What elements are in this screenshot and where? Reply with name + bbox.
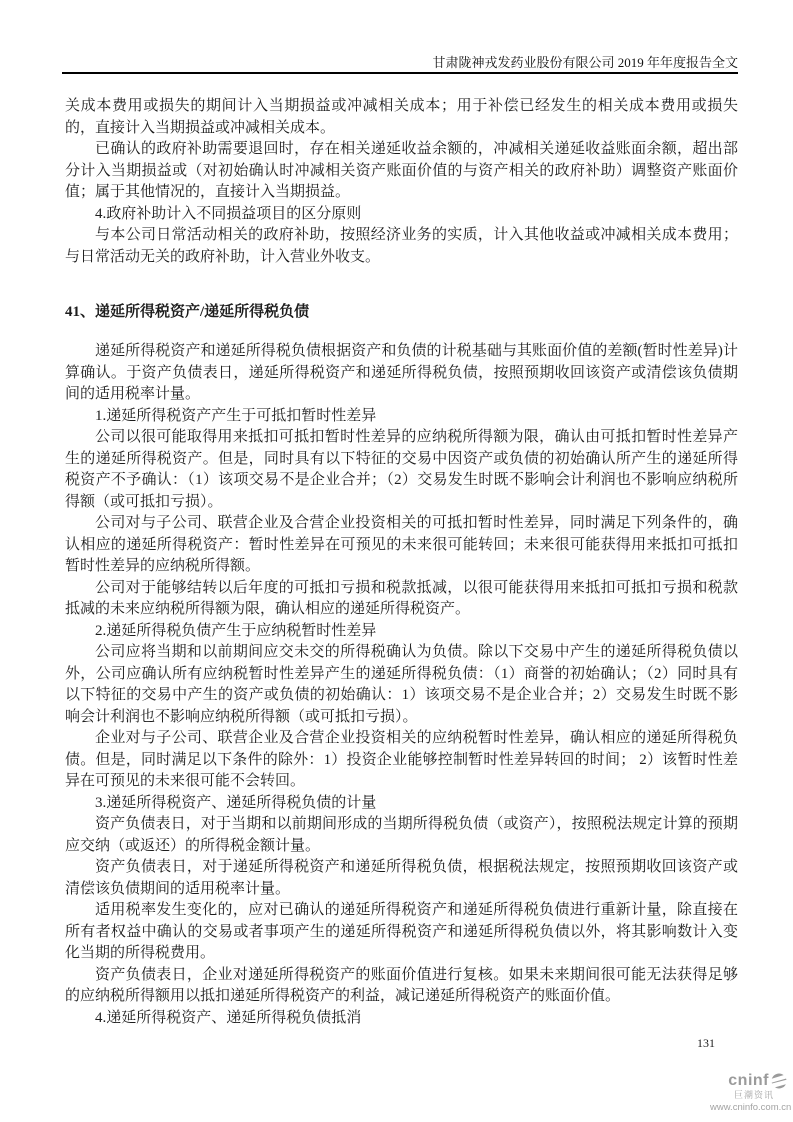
cninfo-url: www.cninfo.com.cn xyxy=(710,1102,792,1113)
body-subitem-heading: 2.递延所得税负债产生于应纳税暂时性差异 xyxy=(95,622,377,639)
body-paragraph: 公司以很可能取得用来抵扣可抵扣暂时性差异的应纳税所得额为限，确认由可抵扣暂时性差异产生的递延所得税资产。但是，同时具有以下特征的交易中因资产或负债的初始确认所产生的递延所得税资产不予确认：（1）该项交易不是企业合并；（2）交易发生时既不影响会计利润也不影响应纳税所得额（或可抵扣亏损）。 xyxy=(65,429,738,510)
body-paragraph: 已确认的政府补助需要退回时，存在相关递延收益余额的，冲减相关递延收益账面余额，超出部分计入当期损益或（对初始确认时冲减相关资产账面价值的与资产相关的政府补助）调整资产账面价值；属于其他情况的，直接计入当期损益。 xyxy=(65,141,738,200)
body-subitem-heading: 1.递延所得税资产产生于可抵扣暂时性差异 xyxy=(95,407,377,424)
body-paragraph: 公司应将当期和以前期间应交未交的所得税确认为负债。除以下交易中产生的递延所得税负债以外，公司应确认所有应纳税暂时性差异产生的递延所得税负债：（1）商誉的初始确认；（2）同时具有以下特征的交易中产生的资产或负债的初始确认：1）该项交易不是企业合并；2）交易发生时既不影响会计利润也不影响应纳税所得额（或可抵扣亏损）。 xyxy=(65,644,738,725)
cninfo-logo xyxy=(710,1072,790,1113)
cninfo-wordmark: cninf xyxy=(728,1072,769,1089)
section-heading-41: 41、递延所得税资产/递延所得税负债 xyxy=(65,304,310,320)
body-paragraph: 与本公司日常活动相关的政府补助，按照经济业务的实质，计入其他收益或冲减相关成本费用；与日常活动无关的政府补助，计入营业外收支。 xyxy=(65,227,738,265)
body-subitem-heading: 4.政府补助计入不同损益项目的区分原则 xyxy=(95,205,362,222)
body-paragraph: 公司对于能够结转以后年度的可抵扣亏损和税款抵减，以很可能获得用来抵扣可抵扣亏损和税款抵减的未来应纳税所得额为限，确认相应的递延所得税资产。 xyxy=(65,579,738,617)
header-rule xyxy=(62,72,738,74)
cninfo-caption: 巨潮资讯 xyxy=(733,1090,774,1100)
body-paragraph: 适用税率发生变化的，应对已确认的递延所得税资产和递延所得税负债进行重新计量，除直接在所有者权益中确认的交易或者事项产生的递延所得税资产和递延所得税负债以外，将其影响数计入变化当期的所得税费用。 xyxy=(65,902,738,961)
body-subitem-heading: 4.递延所得税资产、递延所得税负债抵消 xyxy=(95,1009,362,1026)
body-paragraph: 关成本费用或损失的期间计入当期损益或冲减相关成本；用于补偿已经发生的相关成本费用或损失的，直接计入当期损益或冲减相关成本。 xyxy=(65,98,738,136)
body-paragraph: 公司对与子公司、联营企业及合营企业投资相关的可抵扣暂时性差异，同时满足下列条件的，确认相应的递延所得税资产：暂时性差异在可预见的未来很可能转回；未来很可能获得用来抵扣可抵扣暂时性差异的应纳税所得额。 xyxy=(65,515,738,574)
body-paragraph: 资产负债表日，对于递延所得税资产和递延所得税负债，根据税法规定，按照预期收回该资产或清偿该负债期间的适用税率计量。 xyxy=(65,859,738,897)
body-paragraph: 递延所得税资产和递延所得税负债根据资产和负债的计税基础与其账面价值的差额(暂时性差异)计算确认。于资产负债表日，递延所得税资产和递延所得税负债，按照预期收回该资产或清偿该负债期间的适用税率计量。 xyxy=(65,343,738,402)
cninfo-swirl-icon xyxy=(770,1072,788,1090)
body-paragraph: 资产负债表日，企业对递延所得税资产的账面价值进行复核。如果未来期间很可能无法获得足够的应纳税所得额用以抵扣递延所得税资产的利益，减记递延所得税资产的账面价值。 xyxy=(65,966,738,1004)
report-header-title: 甘肃陇神戎发药业股份有限公司 2019 年年度报告全文 xyxy=(432,55,738,70)
page-number: 131 xyxy=(697,1036,715,1050)
body-paragraph: 企业对与子公司、联营企业及合营企业投资相关的应纳税暂时性差异，确认相应的递延所得税负债。但是，同时满足以下条件的除外：1）投资企业能够控制暂时性差异转回的时间； 2）该暂时性差异在可预见的未来很可能不会转回。 xyxy=(65,730,738,789)
document-body xyxy=(65,96,738,1029)
body-paragraph: 资产负债表日，对于当期和以前期间形成的当期所得税负债（或资产），按照税法规定计算的预期应交纳（或返还）的所得税金额计量。 xyxy=(65,816,738,854)
body-subitem-heading: 3.递延所得税资产、递延所得税负债的计量 xyxy=(95,794,377,811)
